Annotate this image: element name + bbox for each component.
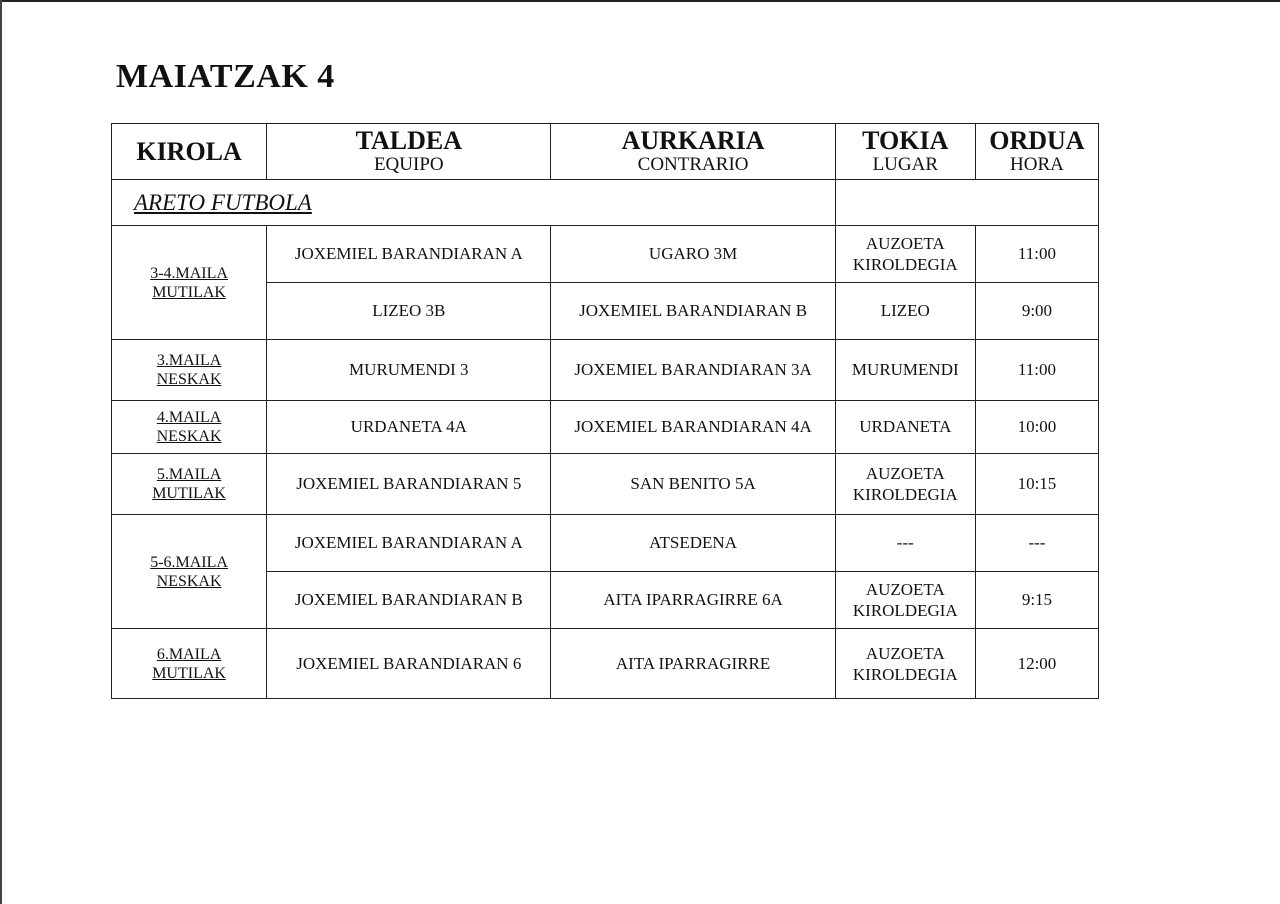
- category-level: 3-4.MAILA: [150, 264, 228, 282]
- place-cell: [835, 226, 975, 283]
- header-taldea-sub: EQUIPO: [373, 153, 444, 175]
- place-line1: AUZOETA: [865, 464, 945, 483]
- category-cell: [112, 629, 267, 699]
- category-level: 5.MAILA: [156, 466, 222, 483]
- table-row: [112, 454, 1099, 515]
- time-cell: ---: [975, 515, 1098, 572]
- table-row: [112, 226, 1099, 283]
- header-tokia-sub: LUGAR: [872, 153, 939, 175]
- place-line2: KIROLDEGIA: [852, 601, 958, 620]
- team-cell: URDANETA 4A: [267, 401, 551, 454]
- time-cell: 11:00: [975, 226, 1098, 283]
- header-aurkaria-label: AURKARIA: [621, 125, 765, 155]
- place-line2: KIROLDEGIA: [852, 664, 958, 684]
- category-level: 6.MAILA: [156, 645, 222, 663]
- page-title: MAIATZAK 4: [116, 58, 335, 95]
- place-cell: MURUMENDI: [835, 340, 975, 401]
- opponent-cell: JOXEMIEL BARANDIARAN B: [551, 283, 835, 340]
- scan-edge-left: [0, 0, 2, 904]
- opponent-cell: AITA IPARRAGIRRE: [551, 629, 835, 699]
- scan-edge-top: [0, 0, 1280, 2]
- place-line2: KIROLDEGIA: [852, 485, 958, 504]
- category-group: MUTILAK: [152, 485, 226, 502]
- header-ordua-sub: HORA: [1010, 153, 1064, 175]
- opponent-cell: JOXEMIEL BARANDIARAN 4A: [551, 401, 835, 454]
- place-cell: [835, 572, 975, 629]
- category-cell: [112, 340, 267, 401]
- opponent-cell: AITA IPARRAGIRRE 6A: [551, 572, 835, 629]
- time-cell: 10:00: [975, 401, 1098, 454]
- team-cell: JOXEMIEL BARANDIARAN B: [267, 572, 551, 629]
- category-cell: [112, 226, 267, 340]
- opponent-cell: ATSEDENA: [551, 515, 835, 572]
- category-cell: [112, 454, 267, 515]
- team-cell: JOXEMIEL BARANDIARAN 6: [267, 629, 551, 699]
- opponent-cell: SAN BENITO 5A: [551, 454, 835, 515]
- category-group: NESKAK: [156, 428, 222, 445]
- category-group: NESKAK: [156, 572, 222, 590]
- category-group: NESKAK: [156, 371, 222, 388]
- category-level: 5-6.MAILA: [150, 553, 228, 571]
- category-level: 3.MAILA: [156, 352, 222, 369]
- place-cell: [835, 629, 975, 699]
- table-row: [112, 401, 1099, 454]
- opponent-cell: JOXEMIEL BARANDIARAN 3A: [551, 340, 835, 401]
- category-cell: [112, 515, 267, 629]
- table-row: [112, 515, 1099, 572]
- place-cell: ---: [835, 515, 975, 572]
- time-cell: 9:00: [975, 283, 1098, 340]
- place-cell: [835, 454, 975, 515]
- section-empty-cell: [835, 180, 1098, 226]
- team-cell: LIZEO 3B: [267, 283, 551, 340]
- header-kirola-label: KIROLA: [136, 136, 242, 166]
- team-cell: JOXEMIEL BARANDIARAN A: [267, 226, 551, 283]
- category-level: 4.MAILA: [156, 409, 222, 426]
- header-taldea: [267, 124, 551, 180]
- header-ordua-label: ORDUA: [989, 125, 1085, 155]
- table-header-row: [112, 124, 1099, 180]
- time-cell: 11:00: [975, 340, 1098, 401]
- place-line1: AUZOETA: [865, 234, 945, 253]
- time-cell: 12:00: [975, 629, 1098, 699]
- header-tokia: [835, 124, 975, 180]
- header-ordua: [975, 124, 1098, 180]
- header-taldea-label: TALDEA: [355, 125, 463, 155]
- header-aurkaria-sub: CONTRARIO: [637, 153, 749, 175]
- category-group: MUTILAK: [152, 283, 226, 301]
- time-cell: 9:15: [975, 572, 1098, 629]
- team-cell: JOXEMIEL BARANDIARAN A: [267, 515, 551, 572]
- place-cell: URDANETA: [835, 401, 975, 454]
- section-row: [112, 180, 1099, 226]
- category-cell: [112, 401, 267, 454]
- table-row: [112, 629, 1099, 699]
- table-row: [112, 340, 1099, 401]
- time-cell: 10:15: [975, 454, 1098, 515]
- schedule-table: [111, 123, 1099, 699]
- header-kirola: [112, 124, 267, 180]
- header-aurkaria: [551, 124, 835, 180]
- header-tokia-label: TOKIA: [862, 125, 949, 155]
- category-group: MUTILAK: [152, 664, 226, 682]
- place-line1: AUZOETA: [865, 580, 945, 599]
- section-title: ARETO FUTBOLA: [112, 180, 836, 226]
- place-line2: KIROLDEGIA: [852, 255, 958, 274]
- place-line1: AUZOETA: [865, 643, 945, 663]
- team-cell: MURUMENDI 3: [267, 340, 551, 401]
- opponent-cell: UGARO 3M: [551, 226, 835, 283]
- place-cell: LIZEO: [835, 283, 975, 340]
- team-cell: JOXEMIEL BARANDIARAN 5: [267, 454, 551, 515]
